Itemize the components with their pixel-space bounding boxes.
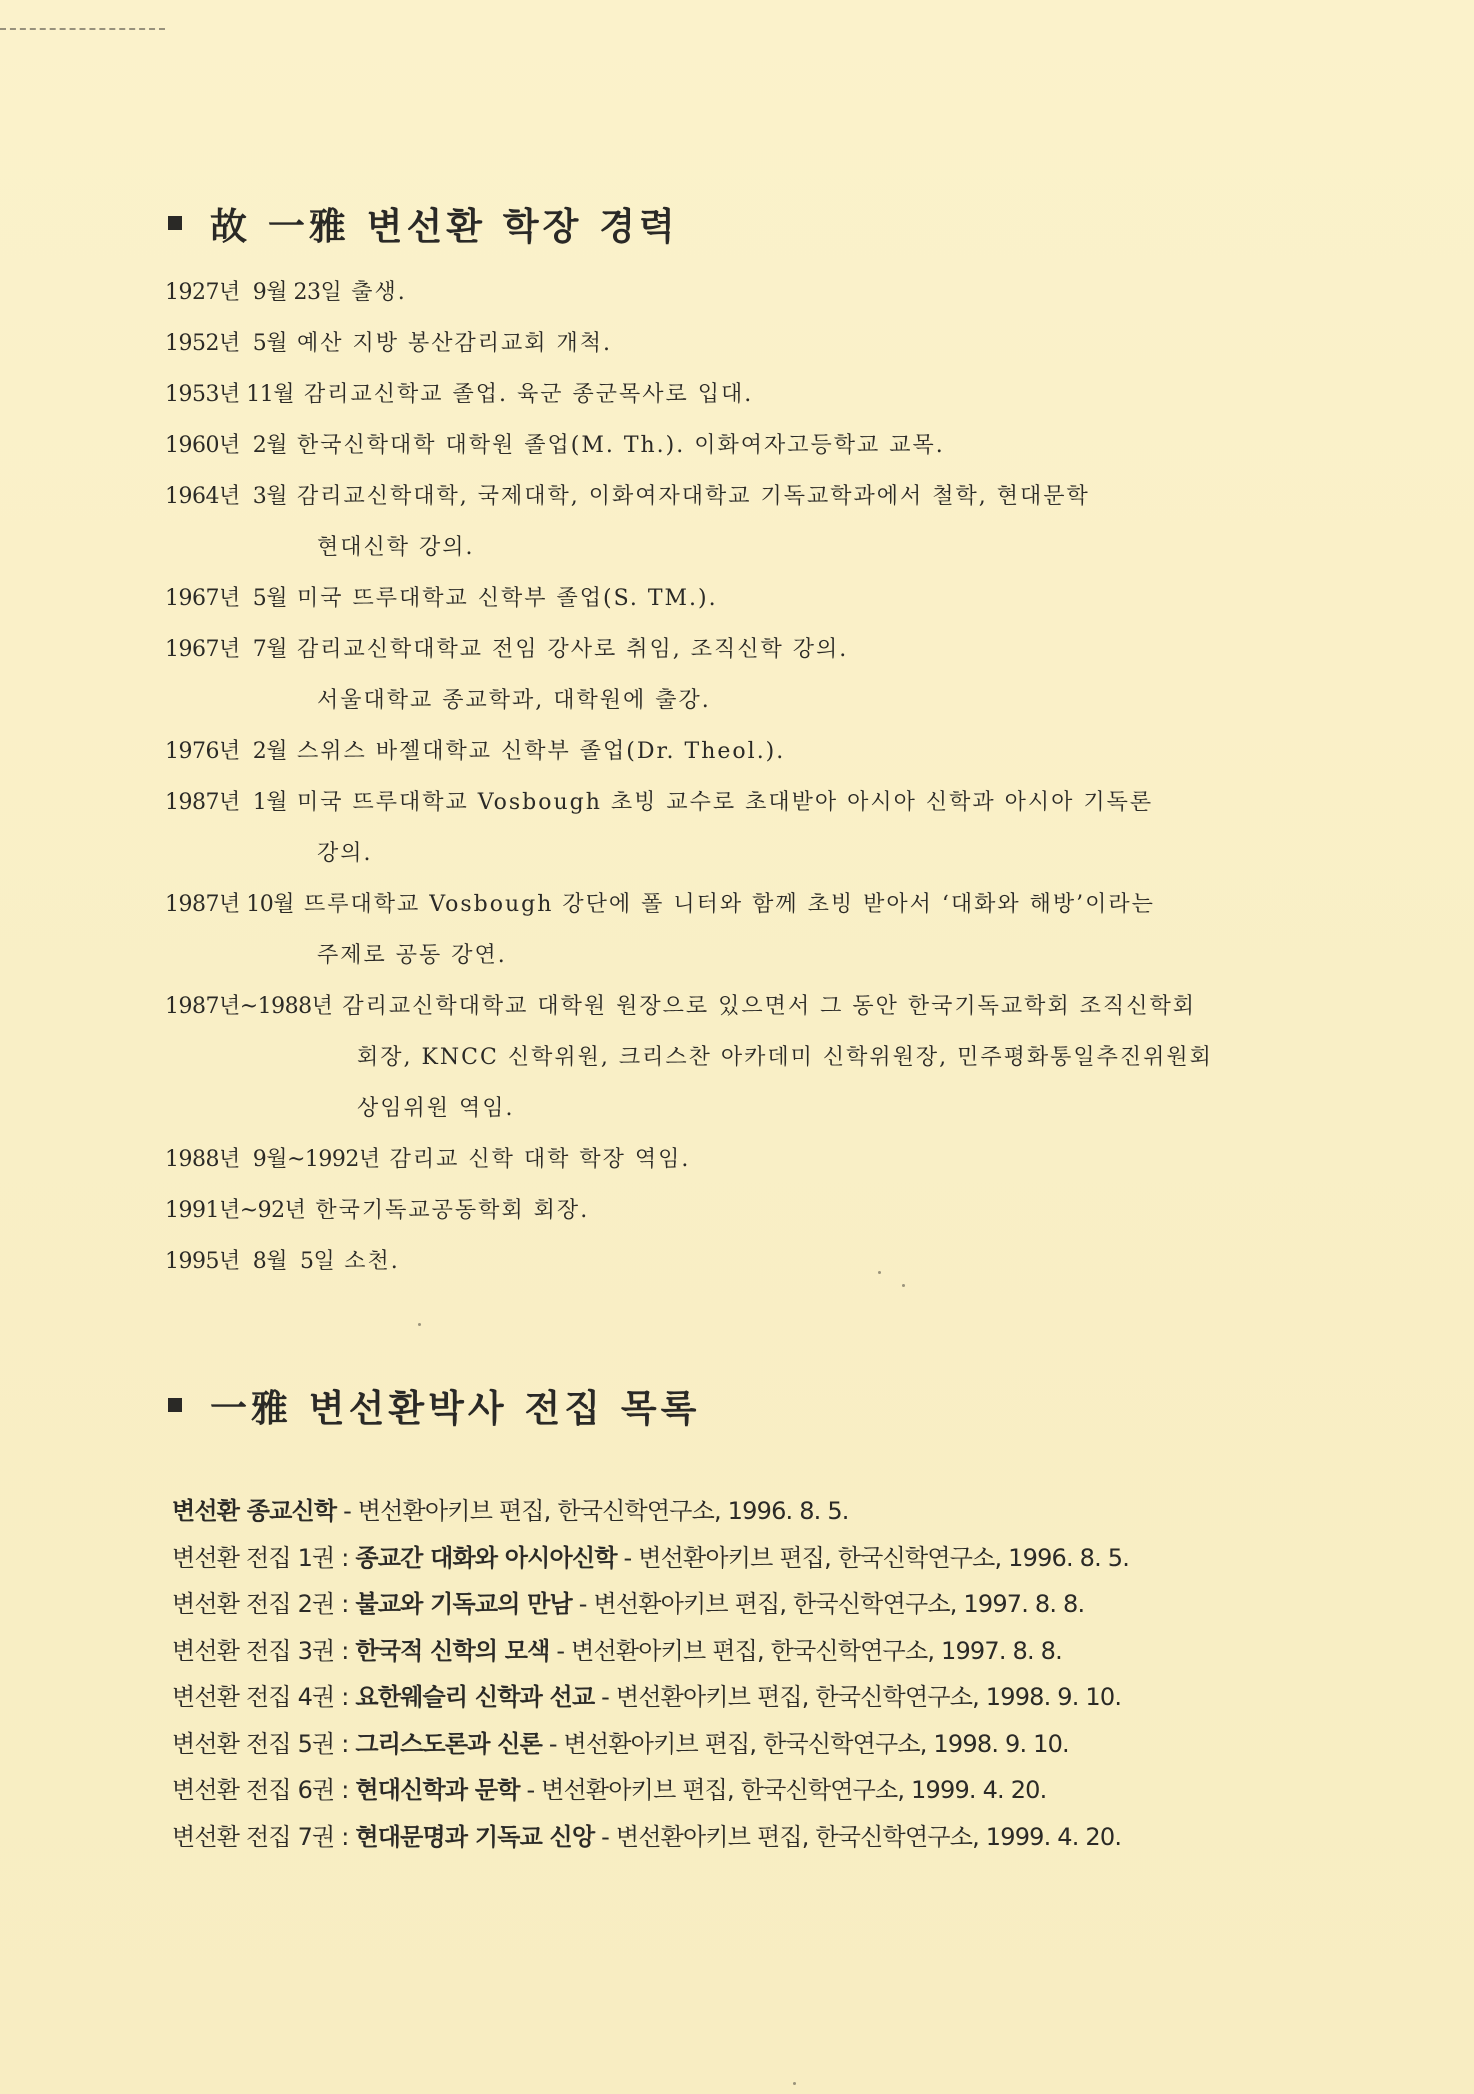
career-text: 스위스 바젤대학교 신학부 졸업(Dr. Theol.). xyxy=(296,739,786,764)
square-bullet-icon xyxy=(168,216,182,230)
work-volume-label: 변선환 전집 6권 : xyxy=(172,1776,356,1804)
career-entry xyxy=(165,420,1335,471)
career-list xyxy=(165,267,1335,1287)
career-entry xyxy=(165,624,1335,675)
career-text: 감리교신학대학교 대학원 원장으로 있으면서 그 동안 한국기독교학회 조직신학회 xyxy=(342,994,1196,1019)
scan-speck xyxy=(793,2082,796,2085)
work-entry xyxy=(172,1767,1322,1814)
work-title: 현대신학과 문학 xyxy=(355,1776,520,1804)
career-text: 한국신학대학 대학원 졸업(M. Th.). 이화여자고등학교 교목. xyxy=(296,433,945,458)
work-entry xyxy=(172,1721,1322,1768)
scan-speck xyxy=(418,1323,421,1326)
career-title-text: 故 一雅 변선환 학장 경력 xyxy=(210,205,679,248)
career-text-continued: 회장, KNCC 신학위원, 크리스찬 아카데미 신학위원장, 민주평화통일추진위원회 xyxy=(357,1045,1213,1070)
work-publication-info: - 변선환아키브 편집, 한국신학연구소, 1999. 4. 20. xyxy=(594,1822,1122,1851)
career-date: 1967년 5월 xyxy=(165,586,287,611)
scan-speck xyxy=(902,1284,905,1287)
career-date: 1967년 7월 xyxy=(165,637,287,662)
works-title-text: 一雅 변선환박사 전집 목록 xyxy=(210,1387,701,1430)
career-date: 1976년 2월 xyxy=(165,739,287,764)
career-date: 1927년 9월 23일 xyxy=(165,280,342,305)
work-entry xyxy=(172,1535,1322,1582)
career-text: 감리교신학대학교 전임 강사로 취임, 조직신학 강의. xyxy=(296,637,849,662)
career-entry xyxy=(165,573,1335,624)
career-date: 1953년 11월 xyxy=(165,382,294,407)
career-entry xyxy=(165,1185,1335,1236)
work-entry xyxy=(172,1674,1322,1721)
career-entry xyxy=(165,267,1335,318)
career-text-continued: 상임위원 역임. xyxy=(357,1096,515,1121)
career-entry xyxy=(165,1236,1335,1287)
work-volume-label: 변선환 전집 2권 : xyxy=(172,1590,356,1618)
work-volume-label: 변선환 전집 3권 : xyxy=(172,1636,356,1665)
career-date: 1987년 10월 xyxy=(165,892,294,917)
work-publication-info: - 변선환아키브 편집, 한국신학연구소, 1998. 9. 10. xyxy=(542,1729,1069,1758)
career-date: 1987년 1월 xyxy=(165,790,287,815)
career-text: 뜨루대학교 Vosbough 강단에 폴 니터와 함께 초빙 받아서 ‘대화와 해방’이라는 xyxy=(303,892,1155,917)
career-text: 감리교 신학 대학 학장 역임. xyxy=(389,1147,691,1172)
career-section-title xyxy=(168,196,679,250)
work-publication-info: - 변선환아키브 편집, 한국신학연구소, 1996. 8. 5. xyxy=(336,1497,849,1525)
career-text-continued: 주제로 공동 강연. xyxy=(317,943,507,968)
career-text-continued: 강의. xyxy=(317,841,373,866)
career-text: 미국 뜨루대학교 신학부 졸업(S. TM.). xyxy=(296,586,718,611)
career-date: 1964년 3월 xyxy=(165,484,287,509)
work-entry xyxy=(172,1628,1322,1675)
work-volume-label: 변선환 전집 7권 : xyxy=(172,1822,356,1851)
career-date: 1988년 9월~1992년 xyxy=(165,1147,380,1172)
work-title: 변선환 종교신학 xyxy=(172,1497,337,1525)
work-volume-label: 변선환 전집 1권 : xyxy=(172,1543,356,1572)
square-bullet-icon xyxy=(168,1398,182,1412)
career-text-continued: 서울대학교 종교학과, 대학원에 출강. xyxy=(317,688,711,713)
work-entry xyxy=(172,1814,1322,1861)
career-text: 예산 지방 봉산감리교회 개척. xyxy=(296,331,612,356)
career-date: 1987년~1988년 xyxy=(165,994,333,1019)
work-title: 현대문명과 기독교 신앙 xyxy=(355,1822,595,1851)
career-text-continued: 현대신학 강의. xyxy=(317,535,475,560)
career-text: 미국 뜨루대학교 Vosbough 초빙 교수로 초대받아 아시아 신학과 아시아 기독론 xyxy=(296,790,1154,815)
career-text: 한국기독교공동학회 회장. xyxy=(315,1198,590,1223)
work-volume-label: 변선환 전집 5권 : xyxy=(172,1729,356,1758)
work-publication-info: - 변선환아키브 편집, 한국신학연구소, 1997. 8. 8. xyxy=(571,1590,1085,1618)
work-title: 종교간 대화와 아시아신학 xyxy=(355,1543,617,1572)
work-publication-info: - 변선환아키브 편집, 한국신학연구소, 1997. 8. 8. xyxy=(549,1636,1062,1665)
scan-speck xyxy=(878,1271,881,1274)
career-entry xyxy=(165,726,1335,777)
work-title: 불교와 기독교의 만남 xyxy=(355,1590,572,1618)
work-entry xyxy=(172,1581,1322,1628)
career-entry xyxy=(165,1134,1335,1185)
scan-edge-mark xyxy=(0,28,165,31)
career-entry xyxy=(165,318,1335,369)
works-section-title xyxy=(168,1378,700,1432)
career-date: 1995년 8월 5일 xyxy=(165,1249,335,1274)
career-entry xyxy=(165,369,1335,420)
career-text: 소천. xyxy=(344,1249,400,1274)
work-publication-info: - 변선환아키브 편집, 한국신학연구소, 1996. 8. 5. xyxy=(616,1543,1130,1572)
work-publication-info: - 변선환아키브 편집, 한국신학연구소, 1998. 9. 10. xyxy=(594,1683,1122,1711)
works-list xyxy=(172,1488,1322,1860)
career-entry xyxy=(165,777,1335,828)
work-title: 한국적 신학의 모색 xyxy=(355,1636,550,1665)
work-title: 요한웨슬리 신학과 선교 xyxy=(355,1683,595,1711)
career-entry xyxy=(165,471,1335,522)
career-date: 1991년~92년 xyxy=(165,1198,306,1223)
career-entry xyxy=(165,981,1335,1032)
work-title: 그리스도론과 신론 xyxy=(355,1729,543,1758)
career-text: 감리교신학교 졸업. 육군 종군목사로 입대. xyxy=(303,382,754,407)
career-text: 출생. xyxy=(351,280,407,305)
work-volume-label: 변선환 전집 4권 : xyxy=(172,1683,356,1711)
career-date: 1960년 2월 xyxy=(165,433,287,458)
career-entry xyxy=(165,879,1335,930)
career-text: 감리교신학대학, 국제대학, 이화여자대학교 기독교학과에서 철학, 현대문학 xyxy=(296,484,1090,509)
work-publication-info: - 변선환아키브 편집, 한국신학연구소, 1999. 4. 20. xyxy=(519,1776,1047,1804)
work-entry xyxy=(172,1488,1322,1535)
career-date: 1952년 5월 xyxy=(165,331,287,356)
